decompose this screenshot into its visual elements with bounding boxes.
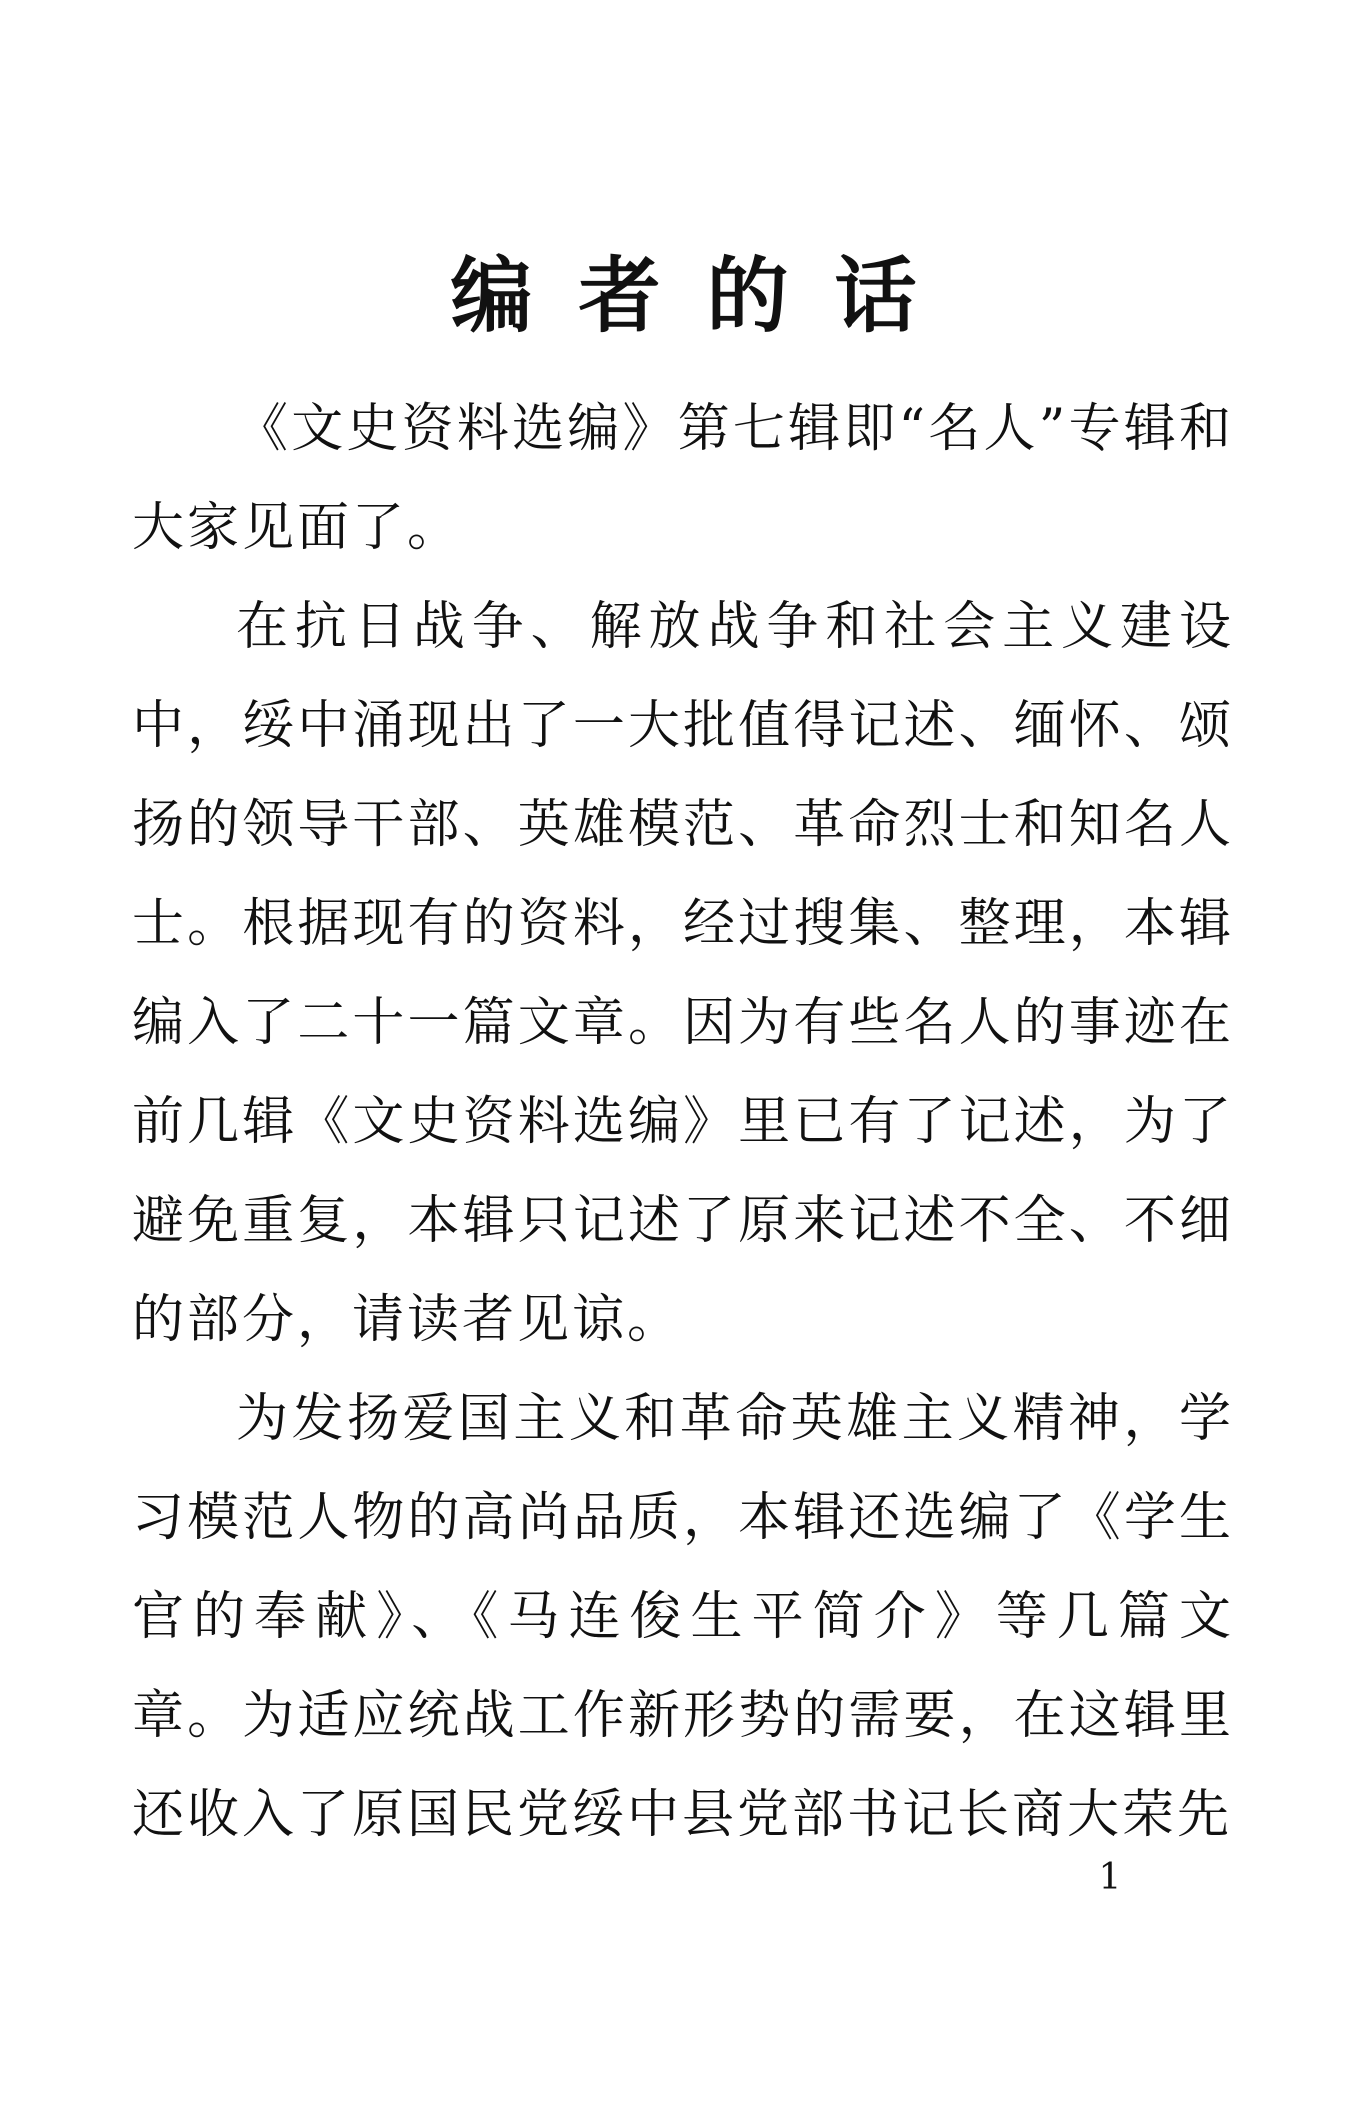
page-title: 编者的话 [450,248,963,344]
paragraph-intro: 《文史资料选编》第七辑即“名人”专辑和大家见面了。 [132,399,1234,558]
paragraph-content: 在抗日战争、解放战争和社会主义建设中，绥中涌现出了一大批值得记述、缅怀、颂扬的领导干部、英雄模范、革命烈士和知名人士。根据现有的资料，经过搜集、整理，本辑编入了二十一篇文章。因为有些名人的事迹在前几辑《文史资料选编》里已有了记述，为了避免重复，本辑只记述了原来记述不全、不细的部分，请读者见谅。 [132,597,1234,1350]
paragraph-additional: 为发扬爱国主义和革命英雄主义精神，学习模范人物的高尚品质，本辑还选编了《学生官的奉献》、《马连俊生平简介》等几篇文章。为适应统战工作新形势的需要，在这辑里还收入了原国民党绥中县党部书记长商大荣先 [132,1389,1234,1845]
body-text [132,380,1234,1865]
page-number: 1 [1098,1857,1122,1898]
